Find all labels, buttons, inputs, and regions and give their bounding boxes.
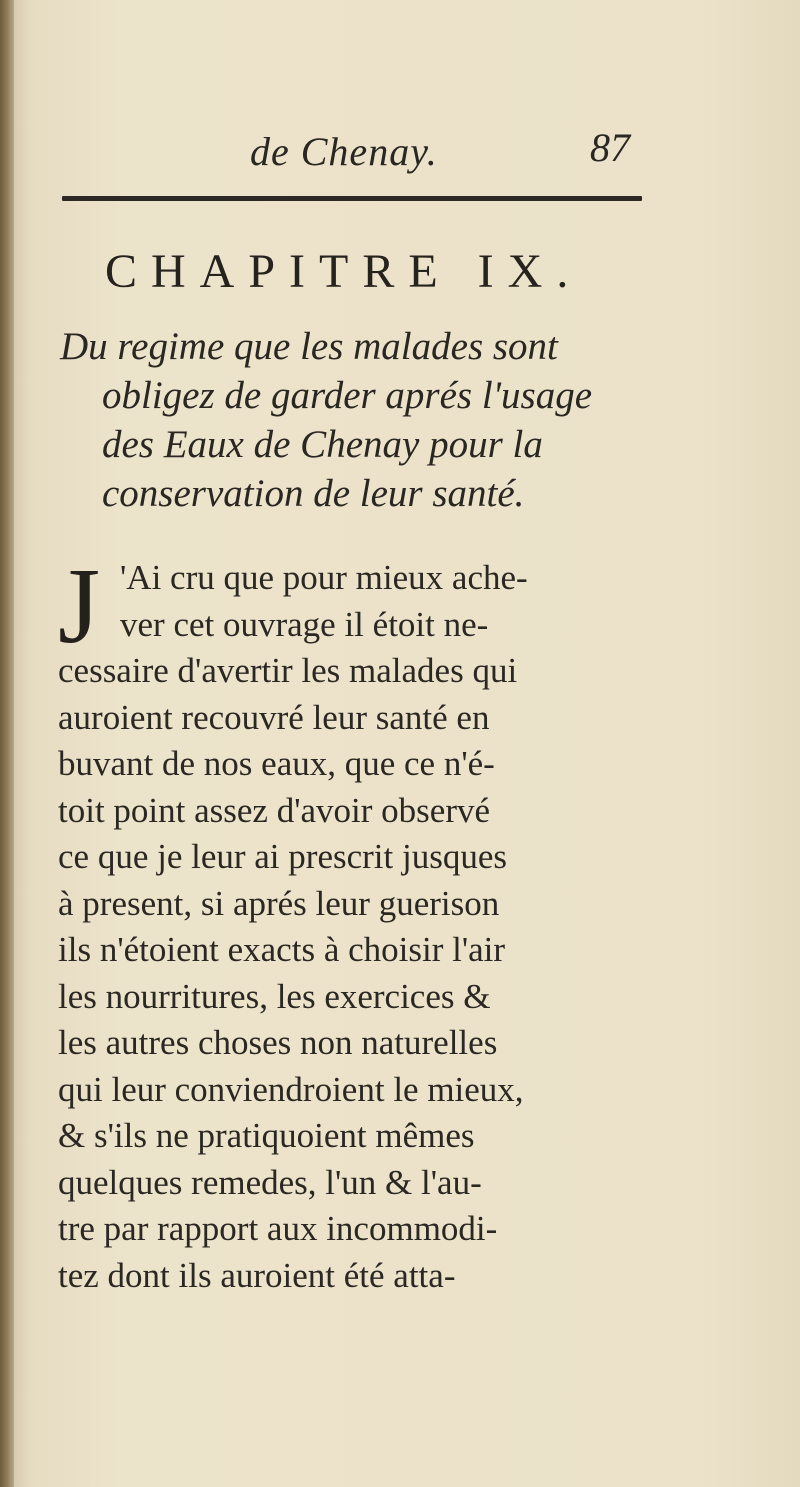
body-line: auroient recouvré leur santé en xyxy=(58,697,490,737)
body-line: toit point assez d'avoir observé xyxy=(58,790,491,830)
body-line: ver cet ouvrage il étoit ne- xyxy=(120,604,489,644)
body-line: tre par rapport aux incommodi- xyxy=(58,1209,498,1248)
body-line: ce que je leur ai prescrit jusques xyxy=(58,837,507,876)
chapter-subtitle-line: conservation de leur santé. xyxy=(102,472,525,515)
chapter-subtitle-line: Du regime que les malades sont xyxy=(60,325,558,368)
page-number: 87 xyxy=(590,125,630,170)
body-line: qui leur conviendroient le mieux, xyxy=(58,1069,524,1109)
body-line: ils n'étoient exacts à choisir l'air xyxy=(58,930,506,969)
body-line: les autres choses non naturelles xyxy=(58,1023,498,1062)
body-line: & s'ils ne pratiquoient mêmes xyxy=(58,1116,475,1155)
header-rule xyxy=(62,196,642,201)
body-line: cessaire d'avertir les malades qui xyxy=(58,651,518,690)
running-head-title: de Chenay. xyxy=(250,129,438,174)
chapter-title: CHAPITRE IX. xyxy=(105,245,583,298)
body-line: buvant de nos eaux, que ce n'é- xyxy=(58,744,495,783)
drop-cap: J xyxy=(58,547,101,666)
body-line: 'Ai cru que pour mieux ache- xyxy=(120,558,528,597)
body-text xyxy=(58,547,658,1299)
body-line: quelques remedes, l'un & l'au- xyxy=(58,1162,482,1202)
chapter-subtitle-line: des Eaux de Chenay pour la xyxy=(102,423,543,466)
body-line: tez dont ils auroient été atta- xyxy=(58,1255,456,1295)
running-head xyxy=(0,118,800,178)
body-line: à present, si aprés leur guerison xyxy=(58,883,500,923)
chapter-subtitle-line: obligez de garder aprés l'usage xyxy=(102,374,593,417)
book-spine-shadow xyxy=(0,0,14,1487)
body-line: les nourritures, les exercices & xyxy=(58,976,491,1016)
chapter-subtitle xyxy=(60,322,700,518)
